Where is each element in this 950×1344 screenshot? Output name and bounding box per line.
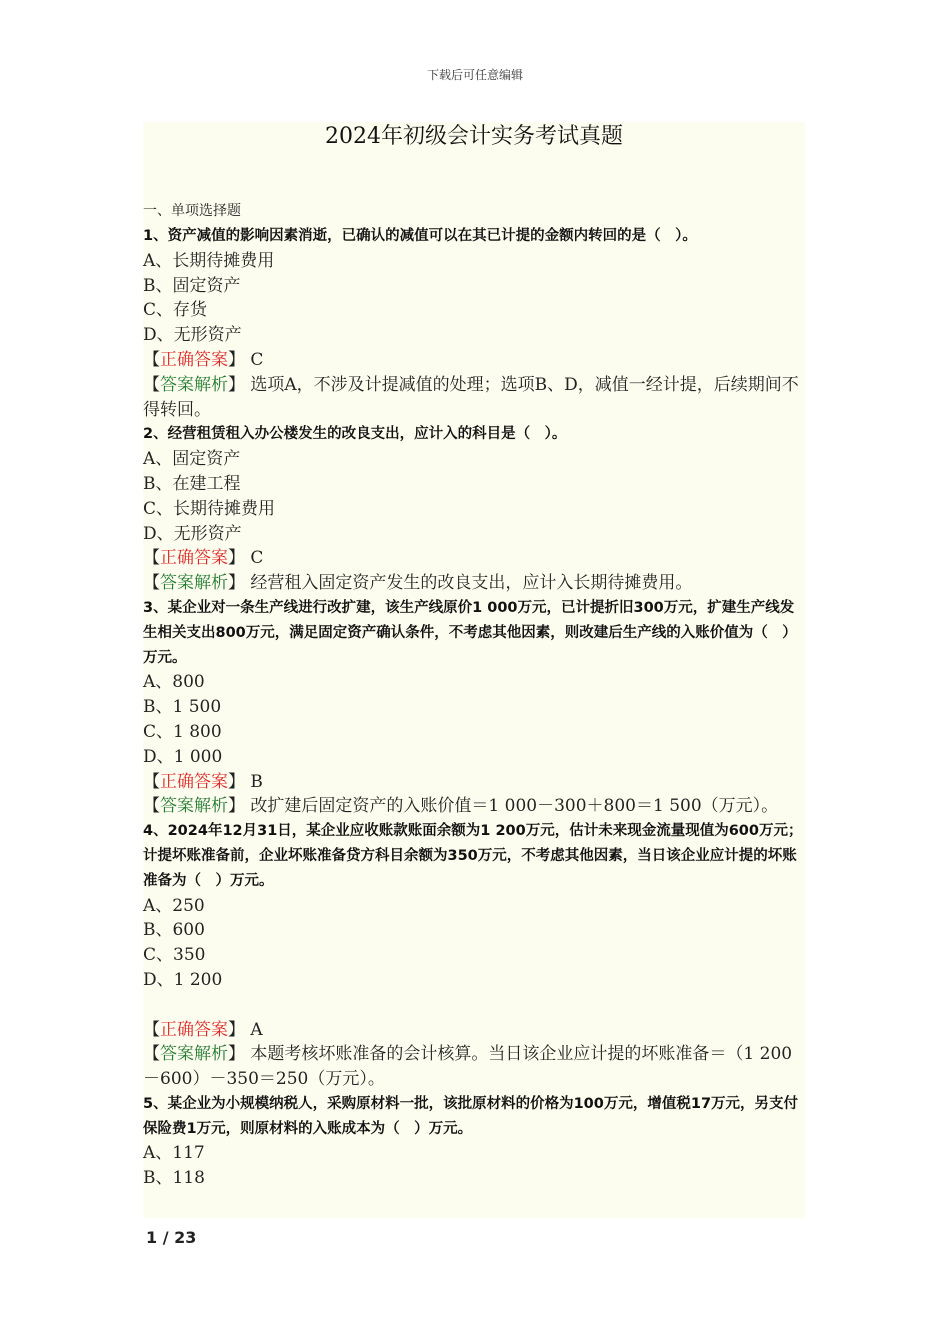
header-note: 下载后可任意编辑 (426, 68, 523, 82)
bracket-open: 【 (143, 548, 160, 569)
option-b: B、600 (143, 920, 205, 941)
bracket-open: 【 (143, 374, 160, 395)
question-stem: 4、2024年12月31日，某企业应收账款账面余额为1 200万元，估计未来现金流量现值为600万元；计提坏账准备前，企业坏账准备贷方科目余额为350万元，不考虑其他因素，当日该企业应计提的坏账准备为（ ）万元。 (143, 823, 803, 889)
document-title: 2024年初级会计实务考试真题 (325, 124, 623, 149)
section-heading: 一、单项选择题 (143, 203, 241, 219)
question-4 (143, 819, 805, 1092)
bracket-close: 】 (228, 349, 251, 370)
analysis-label: 答案解析 (160, 1044, 228, 1065)
correct-answer-label: 正确答案 (160, 771, 228, 792)
option-b: B、固定资产 (143, 275, 241, 296)
analysis-label: 答案解析 (160, 374, 228, 395)
option-d: D、无形资产 (143, 523, 242, 544)
answer-value: C (250, 349, 264, 370)
correct-answer-label: 正确答案 (160, 349, 228, 370)
bracket-open: 【 (143, 573, 160, 594)
answer-analysis (143, 571, 805, 596)
analysis-label: 答案解析 (160, 573, 228, 594)
option-a: A、117 (143, 1143, 205, 1164)
option-c: C、存货 (143, 300, 208, 321)
analysis-text: 选项A，不涉及计提减值的处理；选项B、D，减值一经计提，后续期间不得转回。 (143, 374, 799, 420)
question-1 (143, 224, 805, 422)
option-d: D、1 000 (143, 746, 223, 767)
option-a: A、固定资产 (143, 449, 241, 470)
option-c: C、长期待摊费用 (143, 498, 276, 519)
question-stem: 5、某企业为小规模纳税人，采购原材料一批，该批原材料的价格为100万元，增值税17万元，另支付保险费1万元，则原材料的入账成本为（ ）万元。 (143, 1095, 799, 1137)
question-2 (143, 422, 805, 596)
page-number: 1 / 23 (146, 1228, 197, 1247)
question-stem: 3、某企业对一条生产线进行改扩建，该生产线原价1 000万元，已计提折旧300万元，扩建生产线发生相关支出800万元，满足固定资产确认条件，不考虑其他因素，则改建后生产线的入账价值为（ ）万元。 (143, 599, 797, 666)
option-d: D、无形资产 (143, 325, 242, 346)
correct-answer-label: 正确答案 (160, 1019, 228, 1040)
option-b: B、118 (143, 1168, 205, 1189)
bracket-close: 】 (228, 1019, 251, 1040)
answer-value: B (250, 771, 263, 792)
bracket-close: 】 (228, 796, 251, 817)
answer-value: C (250, 548, 264, 569)
question-3 (143, 596, 805, 819)
correct-answer (143, 546, 805, 571)
bracket-close: 】 (228, 771, 251, 792)
bracket-open: 【 (143, 771, 160, 792)
option-a: A、长期待摊费用 (143, 250, 275, 271)
option-c: C、1 800 (143, 721, 222, 742)
analysis-label: 答案解析 (160, 796, 228, 817)
correct-answer-label: 正确答案 (160, 548, 228, 569)
option-a: A、800 (143, 672, 205, 693)
question-stem: 1、资产减值的影响因素消逝，已确认的减值可以在其已计提的金额内转回的是（ ）。 (143, 228, 697, 244)
analysis-text: 本题考核坏账准备的会计核算。当日该企业应计提的坏账准备＝（1 200－600）－350＝250（万元）。 (143, 1044, 793, 1090)
bracket-open: 【 (143, 1044, 160, 1065)
analysis-text: 经营租入固定资产发生的改良支出，应计入长期待摊费用。 (250, 573, 693, 594)
correct-answer (143, 770, 805, 795)
question-stem: 2、经营租赁租入办公楼发生的改良支出，应计入的科目是（ ）。 (143, 426, 567, 443)
option-d: D、1 200 (143, 969, 223, 990)
answer-analysis (143, 373, 805, 423)
bracket-open: 【 (143, 1019, 160, 1040)
bracket-close: 】 (228, 374, 251, 395)
bracket-close: 】 (228, 548, 251, 569)
bracket-close: 】 (228, 573, 251, 594)
option-c: C、350 (143, 945, 206, 966)
answer-value: A (250, 1019, 263, 1040)
question-5 (143, 1092, 805, 1191)
option-b: B、1 500 (143, 697, 222, 718)
option-b: B、在建工程 (143, 473, 241, 494)
correct-answer (143, 348, 805, 373)
answer-analysis (143, 1042, 805, 1092)
answer-analysis (143, 794, 805, 819)
bracket-open: 【 (143, 349, 160, 370)
correct-answer (143, 1018, 805, 1043)
option-a: A、250 (143, 895, 205, 916)
bracket-open: 【 (143, 796, 160, 817)
bracket-close: 】 (228, 1044, 251, 1065)
question-list (143, 224, 805, 1191)
blank-line (143, 993, 805, 1018)
analysis-text: 改扩建后固定资产的入账价值＝1 000－300＋800＝1 500（万元）。 (250, 796, 779, 817)
